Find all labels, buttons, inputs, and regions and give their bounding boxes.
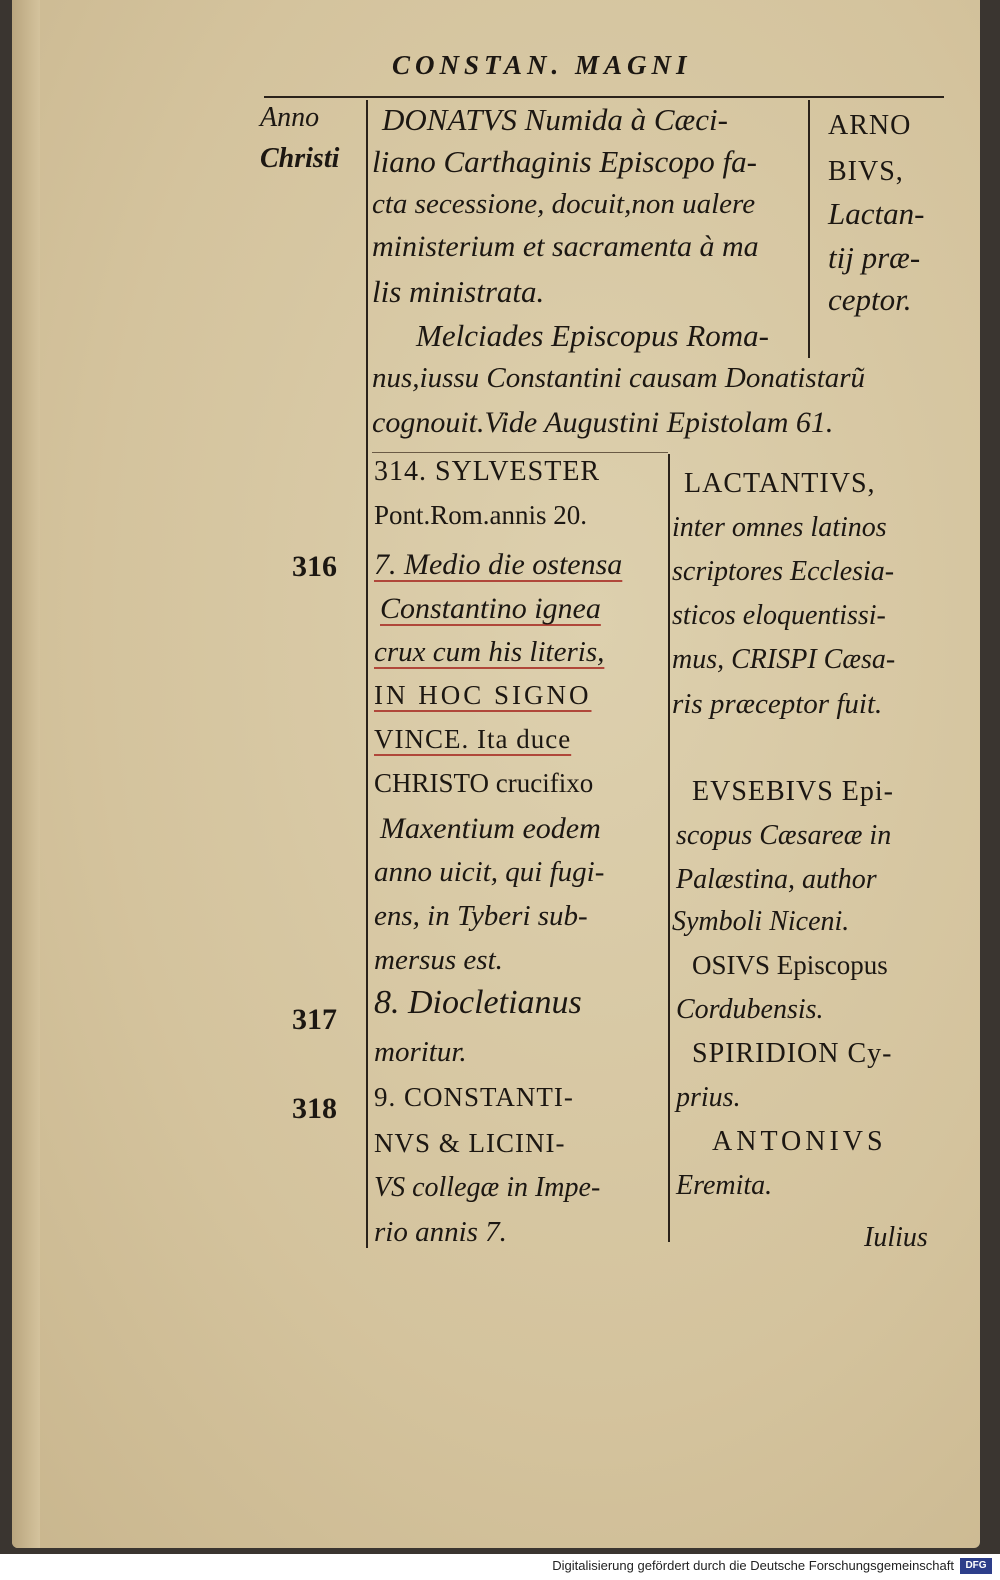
year-316: 316	[292, 550, 337, 583]
col-b-line-3: scriptores Ecclesia-	[672, 556, 895, 587]
col-b-line-10: Symboli Niceni.	[672, 906, 850, 937]
col-b-line-14: prius.	[676, 1082, 741, 1113]
col-b-line-16: Eremita.	[676, 1170, 773, 1201]
year-318: 318	[292, 1092, 337, 1125]
dfg-logo: DFG	[960, 1558, 992, 1574]
melciades-line-3: cognouit.Vide Augustini Epistolam 61.	[372, 406, 834, 439]
col-b-line-9: Palæstina, author	[676, 864, 877, 895]
col-a-line-16: NVS & LICINI-	[374, 1128, 566, 1158]
col-a-line-18: rio annis 7.	[374, 1216, 507, 1248]
arnobius-line-1: ARNO	[828, 110, 912, 141]
margin-rule	[366, 100, 368, 1248]
melciades-line-2: nus,iussu Constantini causam Donatistarũ	[372, 362, 866, 394]
col-a-line-3: 7. Medio die ostensa	[374, 548, 623, 581]
col-b-line-5: mus, CRISPI Cæsa-	[672, 644, 896, 675]
col-a-line-9: Maxentium eodem	[380, 812, 601, 845]
year-317: 317	[292, 1003, 337, 1036]
donatus-line-2: liano Carthaginis Episcopo fa-	[372, 144, 757, 179]
col-a-line-8: CHRISTO crucifixo	[374, 768, 594, 798]
col-b-line-2: inter omnes latinos	[672, 512, 887, 543]
arnobius-line-4: tij præ-	[828, 240, 921, 275]
side-column-rule	[808, 100, 810, 358]
donatus-line-1: DONATVS Numida à Cæci-	[382, 102, 728, 137]
arnobius-line-5: ceptor.	[828, 282, 912, 317]
col-b-line-11: OSIVS Episcopus	[692, 950, 888, 980]
col-a-line-5: crux cum his literis,	[374, 636, 605, 668]
page-gutter	[12, 0, 40, 1548]
column-divider	[668, 454, 670, 1242]
col-a-line-6: IN HOC SIGNO	[374, 680, 592, 710]
col-a-line-13: 8. Diocletianus	[374, 984, 582, 1021]
col-b-line-1: LACTANTIVS,	[684, 468, 876, 499]
col-b-line-15: ANTONIVS	[712, 1126, 887, 1157]
col-a-line-17: VS collegæ in Impe-	[374, 1172, 601, 1203]
catchword-iulius: Iulius	[864, 1222, 928, 1253]
donatus-line-4: ministerium et sacramenta à ma	[372, 230, 759, 263]
margin-label-christi: Christi	[260, 143, 340, 174]
col-b-line-13: SPIRIDION Cy-	[692, 1038, 893, 1069]
col-a-line-11: ens, in Tyberi sub-	[374, 900, 588, 932]
margin-label-anno: Anno	[260, 102, 320, 133]
col-b-line-12: Cordubensis.	[676, 994, 824, 1025]
col-a-line-1: 314. SYLVESTER	[374, 456, 601, 487]
donatus-line-3: cta secessione, docuit,non ualere	[372, 188, 756, 220]
col-a-line-2: Pont.Rom.annis 20.	[374, 500, 588, 530]
col-a-line-10: anno uicit, qui fugi-	[374, 856, 605, 888]
col-a-line-15: 9. CONSTANTI-	[374, 1082, 574, 1112]
donatus-line-5: lis ministrata.	[372, 274, 545, 309]
running-header: CONSTAN. MAGNI	[392, 50, 692, 80]
col-a-line-12: mersus est.	[374, 944, 503, 976]
col-b-line-6: ris præceptor fuit.	[672, 688, 883, 720]
col-a-line-4: Constantino ignea	[380, 592, 601, 625]
arnobius-line-2: BIVS,	[828, 156, 904, 187]
book-page	[12, 0, 980, 1548]
footer-bar	[0, 1554, 1000, 1580]
col-b-line-4: sticos eloquentissi-	[672, 600, 886, 631]
col-b-line-7: EVSEBIVS Epi-	[692, 776, 894, 807]
section-rule	[372, 452, 668, 453]
melciades-line-1: Melciades Episcopus Roma-	[416, 318, 769, 353]
header-rule	[264, 96, 944, 98]
col-a-line-7: VINCE. Ita duce	[374, 724, 572, 754]
col-a-line-14: moritur.	[374, 1036, 467, 1068]
footer-credit-text: Digitalisierung gefördert durch die Deutsche Forschungsgemeinschaft	[552, 1558, 954, 1573]
arnobius-line-3: Lactan-	[828, 196, 925, 231]
col-b-line-8: scopus Cæsareæ in	[676, 820, 892, 851]
